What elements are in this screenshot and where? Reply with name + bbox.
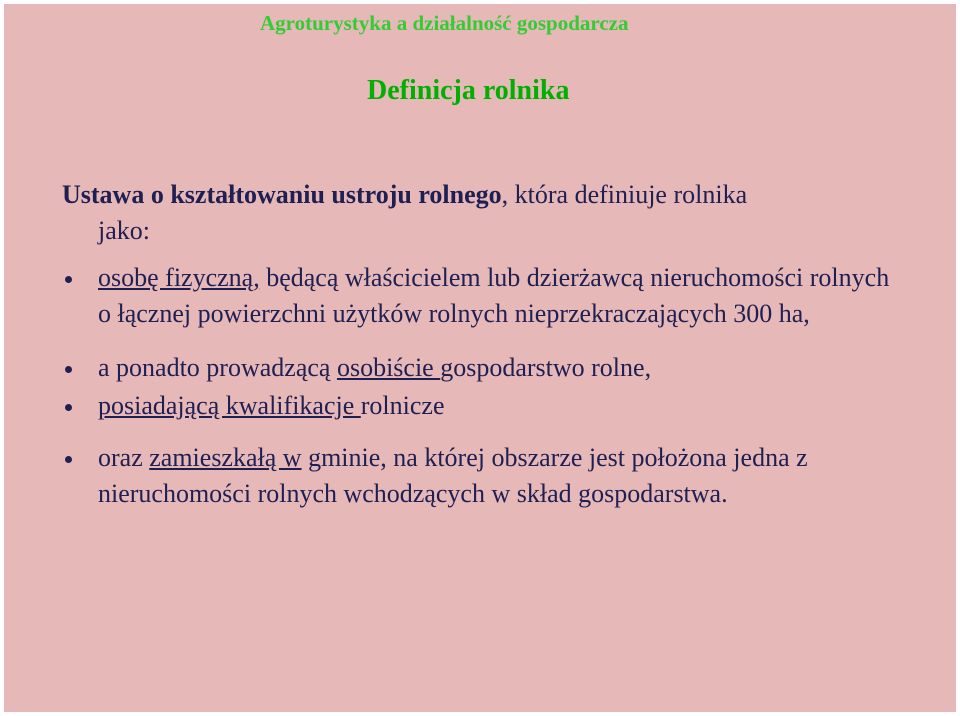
definition-bullet-list [4,260,904,512]
bullet-pre: oraz [98,443,150,472]
bullet-underlined: zamieszkałą w [149,443,302,472]
bullet-post: gminie, na której obszarze jest położona jedna z nieruchomości rolnych wchodzących w skład gospodarstwa. [98,443,808,508]
bullet-dot-icon [65,366,72,373]
bullet-dot-icon [65,276,72,283]
bullet-post: będącą właścicielem lub dzierżawcą nieruchomości rolnych o łącznej powierzchni użytków rolnych nieprzekraczających 300 ha, [98,263,890,328]
bullet-dot-icon [65,456,72,463]
bullet-underlined: posiadającą kwalifikacje [98,391,361,420]
bullet-pre: a ponadto prowadzącą [98,353,337,382]
statute-name: Ustawa o kształtowaniu ustroju rolnego [62,180,502,209]
bullet-item-qualifications [4,388,904,424]
intro-rest: , która definiuje rolnika [501,180,748,209]
bullet-underlined: osobę fizyczną, [98,263,260,292]
slide-title: Definicja rolnika [367,75,570,106]
bullet-item-residence [4,440,904,512]
intro-paragraph [62,177,932,249]
bullet-post: gospodarstwo rolne, [440,353,652,382]
bullet-item-farming [4,350,904,386]
header-title: Agroturystyka a działalność gospodarcza [260,11,629,35]
bullet-post: rolnicze [360,391,445,420]
bullet-underlined: osobiście [336,353,441,382]
bullet-item-ownership [4,260,904,332]
intro-line2: jako: [98,216,150,245]
slide [4,4,956,712]
bullet-dot-icon [65,404,72,411]
